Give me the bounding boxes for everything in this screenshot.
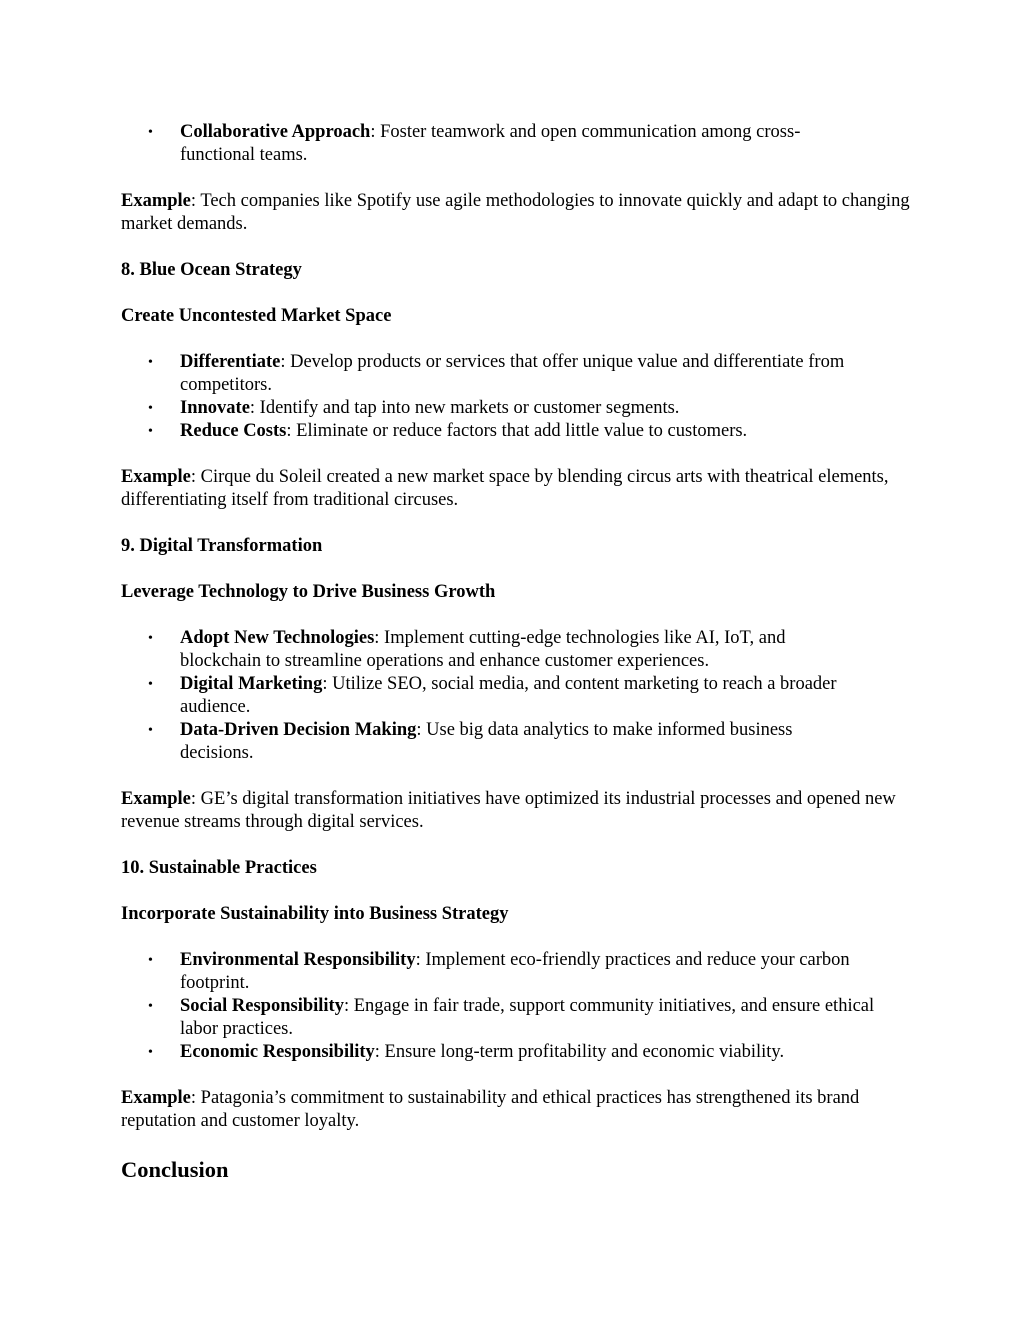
list-item bbox=[148, 1041, 911, 1064]
section-heading: 8. Blue Ocean Strategy bbox=[121, 260, 302, 280]
list-item-term: Reduce Costs bbox=[180, 421, 287, 441]
list-item-text: : Foster teamwork and open communication among cross-functional teams. bbox=[180, 122, 801, 165]
list-item-term: Adopt New Technologies bbox=[180, 628, 375, 648]
bullet-icon: • bbox=[148, 631, 153, 646]
list-item-term: Data-Driven Decision Making bbox=[180, 720, 417, 740]
list-item-term: Social Responsibility bbox=[180, 996, 344, 1016]
list-item-term: Digital Marketing bbox=[180, 674, 323, 694]
bullet-list bbox=[121, 351, 911, 443]
list-item-text: : Engage in fair trade, support community initiatives, and ensure ethical labor practices. bbox=[180, 996, 875, 1039]
bullet-icon: • bbox=[148, 999, 153, 1014]
bullet-list bbox=[121, 121, 911, 167]
list-item-text: : Implement eco-friendly practices and reduce your carbon footprint. bbox=[180, 950, 850, 993]
example-label: Example bbox=[121, 191, 191, 211]
list-item bbox=[148, 121, 860, 167]
list-item-term: Environmental Responsibility bbox=[180, 950, 416, 970]
list-item-term: Economic Responsibility bbox=[180, 1042, 375, 1062]
list-item-text: : Eliminate or reduce factors that add little value to customers. bbox=[286, 421, 748, 441]
list-item bbox=[148, 627, 860, 673]
section-heading: 10. Sustainable Practices bbox=[121, 858, 317, 878]
section-subheading: Leverage Technology to Drive Business Growth bbox=[121, 582, 496, 602]
list-item bbox=[148, 397, 911, 420]
list-item bbox=[148, 949, 860, 995]
example-paragraph bbox=[121, 190, 911, 236]
bullet-icon: • bbox=[148, 1045, 153, 1060]
example-text: : GE’s digital transformation initiatives have optimized its industrial processes and opened new revenue streams through digital services. bbox=[121, 789, 896, 832]
list-item-term: Innovate bbox=[180, 398, 250, 418]
example-text: : Tech companies like Spotify use agile methodologies to innovate quickly and adapt to changing market demands. bbox=[121, 191, 910, 234]
list-item bbox=[148, 719, 860, 765]
section-heading: 9. Digital Transformation bbox=[121, 536, 323, 556]
example-paragraph bbox=[121, 466, 911, 512]
example-label: Example bbox=[121, 789, 191, 809]
bullet-list bbox=[121, 627, 911, 765]
example-text: : Patagonia’s commitment to sustainability and ethical practices has strengthened its brand reputation and customer loyalty. bbox=[121, 1088, 860, 1131]
list-item-term: Collaborative Approach bbox=[180, 122, 371, 142]
list-item-text: : Utilize SEO, social media, and content marketing to reach a broader audience. bbox=[180, 674, 837, 717]
bullet-icon: • bbox=[148, 355, 153, 370]
list-item-text: : Ensure long-term profitability and economic viability. bbox=[374, 1042, 785, 1062]
bullet-icon: • bbox=[148, 677, 153, 692]
list-item bbox=[148, 995, 880, 1041]
bullet-icon: • bbox=[148, 723, 153, 738]
example-text: : Cirque du Soleil created a new market space by blending circus arts with theatrical elements, differentiating itself from traditional circuses. bbox=[121, 467, 889, 510]
bullet-icon: • bbox=[148, 953, 153, 968]
example-label: Example bbox=[121, 1088, 191, 1108]
list-item-term: Differentiate bbox=[180, 352, 281, 372]
list-item-text: : Use big data analytics to make informed business decisions. bbox=[180, 720, 793, 763]
conclusion-heading: Conclusion bbox=[121, 1157, 229, 1182]
bullet-icon: • bbox=[148, 424, 153, 439]
bullet-icon: • bbox=[148, 125, 153, 140]
list-item-text: : Identify and tap into new markets or customer segments. bbox=[249, 398, 680, 418]
document-page bbox=[121, 121, 911, 1184]
list-item bbox=[148, 351, 911, 397]
bullet-icon: • bbox=[148, 401, 153, 416]
example-paragraph bbox=[121, 1087, 911, 1133]
section-subheading: Create Uncontested Market Space bbox=[121, 306, 392, 326]
list-item-text: : Develop products or services that offer unique value and differentiate from competitors. bbox=[180, 352, 845, 395]
bullet-list bbox=[121, 949, 911, 1064]
example-paragraph bbox=[121, 788, 911, 834]
list-item bbox=[148, 673, 911, 719]
example-label: Example bbox=[121, 467, 191, 487]
list-item-text: : Implement cutting-edge technologies like AI, IoT, and blockchain to streamline operations and enhance customer experiences. bbox=[180, 628, 786, 671]
section-subheading: Incorporate Sustainability into Business Strategy bbox=[121, 904, 509, 924]
list-item bbox=[148, 420, 911, 443]
